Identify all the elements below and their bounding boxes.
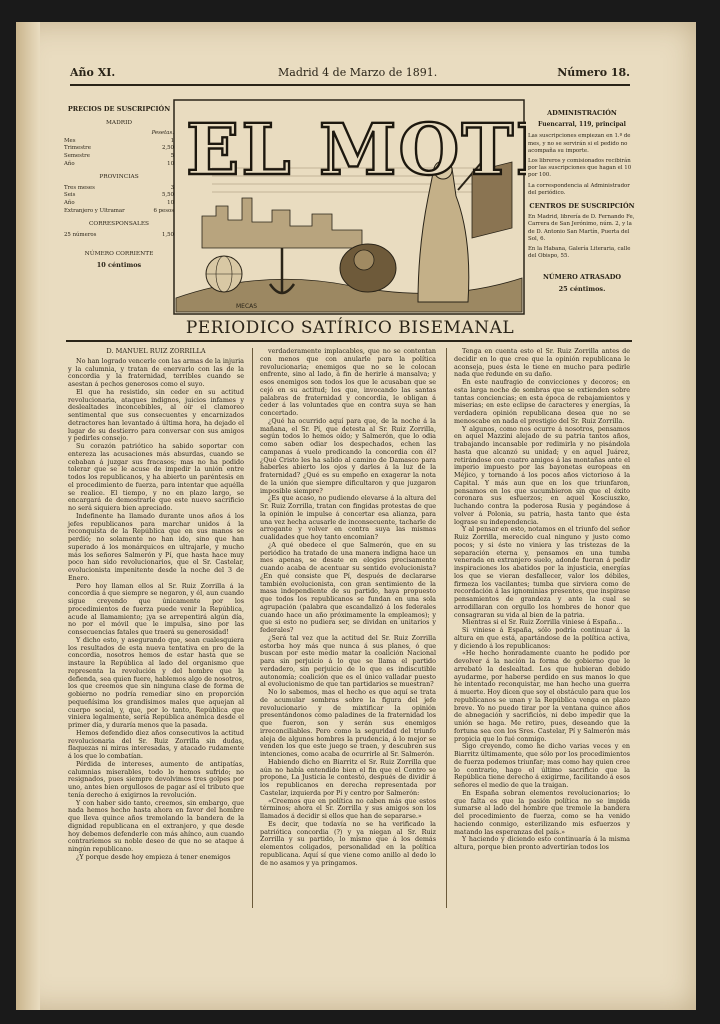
article-paragraph: «Creemos que en política no caben más que estos términos; ahora el Sr. Zorrilla y sus amigos son los llamados á decidir si ellos que han de separarse.» xyxy=(260,796,436,820)
administration-address: Fuencarral, 119, principal xyxy=(538,121,626,129)
article-column-1 xyxy=(68,348,244,862)
article-paragraph: Y haciendo y diciendo esto continuaría á la misma altura, porque bien pronto advertirían todos los xyxy=(454,835,630,851)
centros-heading: CENTROS DE SUSCRIPCIÓN xyxy=(529,202,635,211)
administration-notes xyxy=(528,133,636,197)
article-column-2 xyxy=(260,348,436,867)
article-column-3 xyxy=(454,348,630,852)
corresponsales-label: CORRESPONSALES xyxy=(88,221,150,228)
centro-entry: En la Habana, Galería Literaria, calle del Obispo, 55. xyxy=(528,246,631,260)
madrid-price-list xyxy=(64,138,174,168)
price-value: 1 xyxy=(170,137,174,144)
price-value: 6 pesos xyxy=(153,207,174,214)
price-label: 25 números xyxy=(64,231,97,238)
header-rule xyxy=(66,340,632,342)
article-paragraph: Y dicho esto, y asegurando que, sean cualesquiera los resultados de esta nueva tentativa en pro de la concordia, nosotros hemos de estar hasta que se instaure la República al lado del organismo que representa la revolución y del hombre que la defienda, sea quien fuere, hablemos algo de nosotros, los que creemos que sin ninguna clase de forma de gobierno no podría remediar sino en proporción pequeñísima los grandísimos males que aquejan al cuerpo social, y, que, por lo tanto, República que viniera legalmente, sería República anémica desde el primer día, y duraría menos que la pasada. xyxy=(68,635,244,729)
price-row xyxy=(64,153,174,161)
article-paragraph: No lo sabemos, mas el hecho es que aquí se trata de acumular sombras sobre la figura del jefe revolucionario y de mixtificar la opinión presentándonos como paladines de la fraternidad los que fueron, son y serán sus enemigos irreconciliables. Pero como la seguridad del triunfo aleja de algunos hombres la prudencia, á lo mejor se venden los que este juego se traen, y descubren sus intenciones, como acaba de ocurrirle al Sr. Salmerón. xyxy=(260,688,436,758)
article-paragraph: Pero hoy llaman ellos al Sr. Ruiz Zorrilla á la concordia á que siempre se negaron, y él, aun cuando sigue creyendo que únicamente por los procedimientos de fuerza puede venir la República, acude al llamamiento; ¡ya se arrepentirá algún día, no por el móvil que le impulsa, sino por las consecuencias fatales que traerá su generosidad! xyxy=(68,581,244,636)
price-label: Trimestre xyxy=(64,145,91,152)
provincias-label: PROVINCIAS xyxy=(99,174,139,181)
article-paragraph: ¿Y porque desde hoy empieza á tener enemigos xyxy=(76,852,231,861)
article-paragraph: Es decir, que todavía no se ha verificado la patriótica concordia (?) y ya niegan al Sr. Ruiz Zorrilla y su partido, lo mismo que á los demás elementos coligados, personalidad en la política republicana. Aquí sí que viene como anillo al dedo lo de no asamos y ya pringamos. xyxy=(260,819,436,867)
atrasado-label: NÚMERO ATRASADO xyxy=(542,273,622,282)
article-paragraph: ¿A qué obedece el que Salmerón, que en su periódico ha tratado de una manera indigna hace un mes apenas, se desate en elogios precisamente cuando acaba de acentuar su sentido evolucionista? ¿En qué consiste que Pí, después de declararse también evolucionista, con gran sentimiento de la masa independiente de su partido, haya propuesto que todos los republicanos se fundan en una sola agrupación (palabra que escandalizó á los federales cuando hace un año próximamente la empleamos); y que si esto no pudiera ser, se dividan en unitarios y federales? xyxy=(260,540,436,634)
currency-label: Pesetas. xyxy=(151,130,174,137)
logo-illustration xyxy=(172,98,526,316)
article-paragraph: Pérdida de intereses, aumento de antipatías, calumnias miserables, todo lo hemos sufrido; no resignados, pues siempre devolvimos tres golpes por uno, antes bien orgullosos de pagar así el tributo que tenía derecho á exigirnos la revolución. xyxy=(68,759,244,799)
price-value: 10 xyxy=(167,199,174,206)
centro-entry: En Madrid, librería de D. Fernando Fe, Carrera de San Jerónimo, núm. 2, y la de D. Antonio San Martín, Puerta del Sol, 6. xyxy=(528,214,635,242)
madrid-label: MADRID xyxy=(105,119,133,126)
price-value: 10 xyxy=(167,160,174,167)
price-row xyxy=(64,185,174,193)
newspaper-page xyxy=(16,22,696,1010)
administration-heading: ADMINISTRACIÓN xyxy=(547,109,617,117)
article-paragraph: Hemos defendido diez años consecutivos la actitud revolucionaria del Sr. Ruiz Zorrilla sin dudas, flaquezas ni miras interesadas, y atacado rudamente á los que lo combatían. xyxy=(68,728,244,760)
price-value: 2,50 xyxy=(161,145,174,152)
article-paragraph: ¿Será tal vez que la actitud del Sr. Ruiz Zorrilla estorba hoy más que nunca á sus planes, ó que buscan por este medio matar la coalición Nacional para sin perjuicio á lo que se llama el partido verdadero, sin perjuicio de lo que es indiscutible autonomía; coalición que es el único valladar puesto al evolucionismo de que tan partidarios se muestran? xyxy=(260,633,436,689)
price-value: 3 xyxy=(170,184,174,191)
article-paragraph: En este naufragio de convicciones y decoros; en esta larga noche de sombras que se extienden sobre tantas conciencias; en esta época de rebajamientos y miserias; en este eclipse de caracteres y energías, la verdadera opinión republicana desea que no se menoscabe en nada el prestigio del Sr. Ruiz Zorrilla. xyxy=(454,378,630,425)
price-label: Semestre xyxy=(64,152,90,159)
price-value: 5 xyxy=(170,152,174,159)
price-label: Mes xyxy=(64,137,76,144)
price-value: 1,50 xyxy=(161,231,174,238)
price-row xyxy=(64,192,174,200)
issue-number: Número 18. xyxy=(557,66,630,79)
article-paragraph: verdaderamente implacables, que no se contentan con menos que con anularle para la política revolucionaria; enemigos que no se le colocan enfrente, sino al lado, á fin de herirle á mansalva; y esos enemigos son todos los que le acusaban que se cejó en su actitud; los que, invocando las santas palabras de fraternidad y concordia, le obligan á ceder á las voluntades que en contra suya se han concertado. xyxy=(260,347,436,417)
issue-year: Año XI. xyxy=(70,66,116,79)
numero-corriente-price: 10 céntimos xyxy=(96,260,142,269)
atrasado-price: 25 céntimos. xyxy=(558,284,606,293)
centros-list xyxy=(528,214,636,260)
article-paragraph: Y al pensar en esto, notamos en el triunfo del señor Ruiz Zorrilla, merecido cual ninguno y justo como pocos; y si éste no viniera y las tristezas de la separación eterna y, pensamos en una tumba venerada en extranjero suelo, adonde fueran á pedir inspiraciones los abatidos por la injusticia, energías los que se vieran desfallecer, valor los débiles, firmeza los vacilantes; tumba que sirviera como de recordación á las ignominias presentes, que inspirase pensamientos de grandeza y ante la cual se arrodillaran con orgullo los hombres de honor que consagraran su vida al bien de la patria. xyxy=(454,525,630,619)
price-row xyxy=(64,145,174,153)
article-paragraph: Habiendo dicho en Biarritz el Sr. Ruiz Zorrilla que aún no había entendido bien el fin que el Centro se propone, La Justicia le contestó, después de dividir á los republicanos en derecha representada por Castelar, izquierda por Pí y centro por Salmerón: xyxy=(260,757,436,797)
article-columns xyxy=(68,348,632,908)
price-row xyxy=(64,232,174,240)
corresponsales-price-list xyxy=(64,232,174,240)
price-label: Año xyxy=(64,160,75,167)
price-row xyxy=(64,161,174,169)
article-paragraph: «He hecho honradamente cuanto he podido por devolver á la nación la forma de gobierno que le arrebató la deslealtad. Los que hubieran debido ayudarme, por haberse perdido en sus manos lo que he intentado reconquistar, me han hecho una guerra á muerte. Hoy dicen que soy el obstáculo para que los republicanos se unan y la República venga en plazo breve. Yo no puedo tirar por la ventana quince años de abnegación y sacrificios, ni debo impedir que la unión se haga. Me retiro, pues, deseando que la fortuna sea con los Sres. Castelar, Pí y Salmerón más propicia que lo fué conmigo. xyxy=(454,649,630,743)
administration-note: Los libreros y comisionados recibirán por las suscripciones que hagan el 10 por 100. xyxy=(528,158,632,179)
column-divider xyxy=(446,348,447,908)
article-heading: D. MANUEL RUIZ ZORRILLA xyxy=(106,347,206,355)
provincias-price-list xyxy=(64,185,174,215)
price-label: Tres meses xyxy=(64,184,95,191)
administration-note: Las suscripciones empiezan en 1.º de mes, y no se servirán si el pedido no acompaña su importe. xyxy=(528,133,631,154)
numero-corriente-label: NÚMERO CORRIENTE xyxy=(84,251,154,258)
subscription-heading: PRECIOS DE SUSCRIPCIÓN xyxy=(67,105,171,113)
binding-spine xyxy=(16,22,40,1010)
article-paragraph: Y algunos, como nos ocurre á nosotros, pensamos en aquel Mazzini alejado de su patria tantos años, trabajando incansable por redimirla y no pisándola hasta que alcanzó su unidad; y en aquel Juárez, retirándose con cuatro amigos á las montañas ante el imperio impuesto por las bayonetas europeas en Méjico, y tornando á los pocos años victorioso á la Capital. Y más aun que en los que triunfaron, pensamos en los que sucumbieron sin que el éxito coronara sus esfuerzos; en aquel Kosciuszko, luchando contra la poderosa Rusia y pegándose á volver á Polonia, su patria, hasta tanto que ésta lograse su independencia. xyxy=(454,424,630,526)
article-paragraph: Y con haber sido tanto, creemos, sin embargo, que nada hemos hecho hasta ahora en favor del hombre que lleva quince años tremolando la bandera de la dignidad republicana en el extranjero, y que desde hoy debemos defenderle con más ahínco, aun cuando contraríemos su noble deseo de que no se ataque á ningún republicano. xyxy=(68,798,244,853)
article-paragraph: No han logrado vencerle con las armas de la injuria y la calumnia, y tratan de enervarlo con las de la concordia y la fraternidad, terribles cuando se asestan á pechos generosos como el suyo. xyxy=(68,356,244,388)
article-paragraph: ¿Es que acaso, no pudiendo elevarse á la altura del Sr. Ruiz Zorrilla, tratan con fingidas protestas de que la opinión le impulse á concertar esa alianza, para una vez hecha acusarle de inconsecuente, tacharle de arrogante y volver en contra suya las mismas cualidades que hoy tanto encomian? xyxy=(260,494,436,541)
price-value: 5,50 xyxy=(161,192,174,199)
administration-box xyxy=(528,110,636,293)
price-label: Seis xyxy=(64,192,76,199)
newspaper-subtitle: PERIODICO SATÍRICO BISEMANAL xyxy=(185,318,515,338)
subscription-prices xyxy=(64,106,174,270)
article-paragraph: En España sobran elementos revolucionarios; lo que falta es que la pasión política no se impida sumarse al lado del hombre que tremole la bandera del procedimiento de fuerza, como se ha venido haciendo conmigo, esterilizando mis esfuerzos y matando las esperanzas del país.» xyxy=(454,788,630,836)
article-paragraph: Mientras si el Sr. Ruiz Zorrilla viniese á España... xyxy=(462,618,623,627)
masthead-logo xyxy=(172,98,526,316)
price-label: Extranjero y Ultramar xyxy=(64,207,125,214)
article-paragraph: El que ha resistido, sin ceder en su actitud revolucionaria, ataques indignos, juicios infames y deslealtades inconcebibles, al oír el clamoreo sentimental que sus consecuentes y encarnizados detractores han levantado á última hora, ha dejado el lugar de su destierro para conversar con sus amigos y pedirles consejo. xyxy=(68,387,244,443)
issue-date: Madrid 4 de Marzo de 1891. xyxy=(278,66,438,79)
article-paragraph: Su corazón patriótico ha sabido soportar con entereza las acusaciones más absurdas, cuando se cebaban á juzgar sus fracasos; mas no ha podido tolerar que se le acuse de impedir la unión entre todos los republicanos, y ha abierto un paréntesis en el procedimiento de fuerza, para intentar que aquélla se realice. El tiempo, y no en plazo largo, se encargará de demostrarle que este nuevo sacrificio no será siquiera bien apreciado. xyxy=(68,442,244,512)
article-paragraph: ¿Qué ha ocurrido aquí para que, de la noche á la mañana, el Sr. Pí, que detesta al Sr. Ruiz Zorrilla, según todos lo hemos oído; y Salmerón, que lo odia como saben odiar los despechados, echen las campanas á vuelo predicando la concordia con él? ¿Qué Cristo les ha salido al camino de Damasco para haberles abierto los ojos y darles á la luz de la fraternidad? ¿Qué es su empeño en exagerar la nota de la unión que siempre dificultaron y que juzgaron imposible siempre? xyxy=(260,416,436,495)
article-paragraph: Tenga en cuenta esto el Sr. Ruiz Zorrilla antes de decidir en lo que cree que la opinión republicana le aconseja, pues ésta le tiene en mucho para pedirle nada que redunde en su daño. xyxy=(454,347,630,379)
price-row xyxy=(64,138,174,146)
column-divider xyxy=(252,348,253,908)
masthead-row xyxy=(70,62,630,86)
price-row xyxy=(64,208,174,216)
article-paragraph: Si viniese á España, sólo podría continuar á la altura en que está, apartándose de la política activa, y diciendo á los republicanos: xyxy=(454,626,630,650)
price-row xyxy=(64,200,174,208)
article-paragraph: Sigo creyendo, como he dicho varias veces y en Biarritz últimamente, que sólo por los procedimientos de fuerza podemos triunfar; mas como hay quien cree lo contrario, hago el último sacrificio que la República tiene derecho á exigirme, facilitando á esos señores el medio de que la traigan. xyxy=(454,742,630,789)
logo-title: EL MOT xyxy=(186,108,516,191)
price-label: Año xyxy=(64,199,75,206)
administration-note: La correspondencia al Administrador del periódico. xyxy=(528,182,630,196)
logo-artist: MECAS xyxy=(236,303,258,310)
article-paragraph: Indefinente ha llamado durante unos años á los jefes republicanos para marchar unidos á la reconquista de la República que en sus manos se perdió; no solamente no han ido, sino que han superado á los monárquicos en ultrajarle, y mucho más los señores Salmerón y Pí, que hasta hace muy poco han sido revolucionarios, que el Sr. Castelar, evolucionista impenitente desde la noche del 3 de Enero. xyxy=(68,511,244,582)
